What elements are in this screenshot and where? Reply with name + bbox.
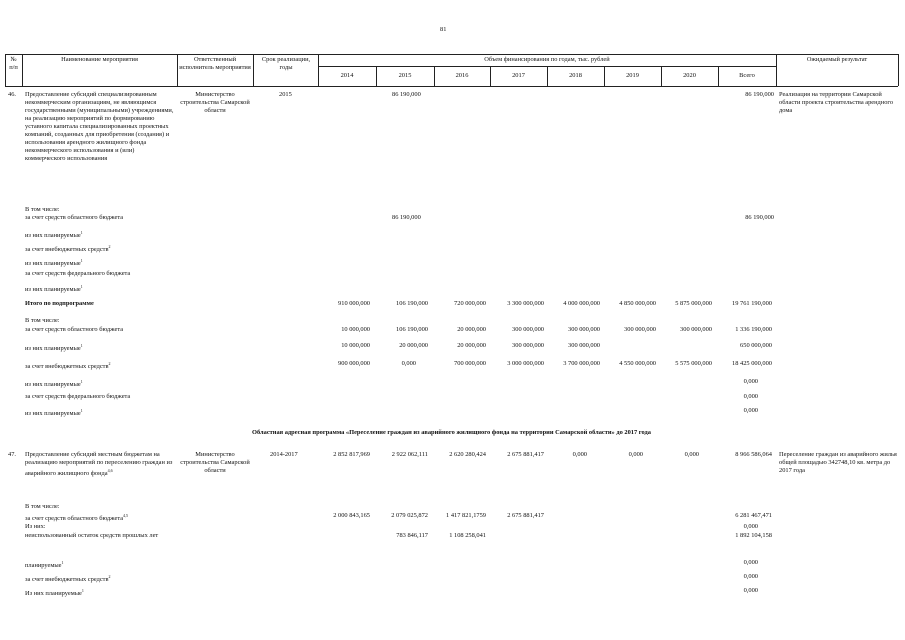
subtotal-planned2: из них планируемые$^1$ bbox=[25, 379, 83, 389]
item46-obl: за счет средств областного бюджета bbox=[25, 214, 124, 221]
subtotal-value: 4 000 000,000 bbox=[563, 300, 600, 307]
item46-result: Реализация на территории Самарской области проекта строительства арендного дома bbox=[779, 91, 894, 114]
header-term: Срок реализации, годы bbox=[261, 56, 311, 71]
item47-unused-total: 1 892 104,158 bbox=[735, 532, 772, 539]
subtotal-obl-total: 1 336 190,000 bbox=[735, 326, 772, 333]
subtotal-pl1-value: 300 000,000 bbox=[512, 342, 544, 349]
subtotal-vneb-value: 900 000,000 bbox=[338, 360, 370, 367]
subtotal-planned3: из них планируемые$^1$ bbox=[25, 408, 83, 418]
item47-term: 2014-2017 bbox=[270, 451, 298, 458]
header-year: 2018 bbox=[569, 72, 582, 79]
subtotal-pl1-value: 20 000,000 bbox=[457, 342, 486, 349]
subtotal-pl1-value: 10 000,000 bbox=[341, 342, 370, 349]
subtotal-vneb-value: 3 000 000,000 bbox=[507, 360, 544, 367]
item46-planned1: из них планируемые$^1$ bbox=[25, 230, 83, 240]
subtotal-planned1: из них планируемые$^1$ bbox=[25, 343, 83, 353]
item47-num: 47. bbox=[8, 451, 16, 458]
item47-value: 2 922 062,111 bbox=[391, 451, 428, 458]
subtotal-fed-total: 0,000 bbox=[743, 393, 758, 400]
page-number: 81 bbox=[440, 26, 447, 33]
header-year: 2019 bbox=[626, 72, 639, 79]
subtotal-pl1-value: 300 000,000 bbox=[568, 342, 600, 349]
item46-num: 46. bbox=[8, 91, 16, 98]
item47-obl-total: 6 281 467,471 bbox=[735, 512, 772, 519]
header-total: Всего bbox=[739, 72, 755, 79]
subtotal-total: 19 761 190,000 bbox=[732, 300, 772, 307]
item46-vneb: за счет внебюджетных средств$^2$ bbox=[25, 244, 111, 254]
item47-executor: Министерство строительства Самарской области bbox=[180, 451, 250, 474]
item46-total: 86 190,000 bbox=[745, 91, 774, 98]
subtotal-value: 3 300 000,000 bbox=[507, 300, 544, 307]
subtotal-obl-value: 300 000,000 bbox=[624, 326, 656, 333]
item47-unused-2015: 783 846,117 bbox=[396, 532, 428, 539]
item47-value: 0,000 bbox=[572, 451, 587, 458]
subtotal-value: 5 875 000,000 bbox=[675, 300, 712, 307]
subtotal-fed: за счет средств федерального бюджета bbox=[25, 393, 131, 400]
subtotal-incl: В том числе: bbox=[25, 317, 60, 324]
item47-value: 0,000 bbox=[684, 451, 699, 458]
subtotal-vneb-value: 700 000,000 bbox=[454, 360, 486, 367]
subtotal-vneb-value: 3 700 000,000 bbox=[563, 360, 600, 367]
item47-vneb-total: 0,000 bbox=[743, 573, 758, 580]
item46-incl: В том числе: bbox=[25, 206, 60, 213]
subtotal-vneb-total: 18 425 000,000 bbox=[732, 360, 772, 367]
header-executor: Ответственный исполнитель мероприятия bbox=[179, 56, 251, 71]
header-funding: Объем финансирования по годам, тыс. рублей bbox=[484, 56, 610, 63]
subtotal-pl2-total: 0,000 bbox=[743, 378, 758, 385]
item47-obl-value: 2 675 881,417 bbox=[507, 512, 544, 519]
item46-2015: 86 190,000 bbox=[392, 91, 421, 98]
item47-vneb: за счет внебюджетных средств$^2$ bbox=[25, 574, 111, 584]
item47-value: 2 675 881,417 bbox=[507, 451, 544, 458]
item47-planned2: Из них планируемые$^1$ bbox=[25, 588, 84, 598]
subtotal-value: 910 000,000 bbox=[338, 300, 370, 307]
item47-incl: В том числе: bbox=[25, 503, 60, 510]
subtotal-vneb-value: 4 550 000,000 bbox=[619, 360, 656, 367]
header-year: 2020 bbox=[683, 72, 696, 79]
subtotal-vneb-value: 5 575 000,000 bbox=[675, 360, 712, 367]
subtotal-pl1-value: 20 000,000 bbox=[399, 342, 428, 349]
subtotal-obl: за счет средств областного бюджета bbox=[25, 326, 124, 333]
subtotal-obl-value: 300 000,000 bbox=[680, 326, 712, 333]
subtotal-pl1-total: 650 000,000 bbox=[740, 342, 772, 349]
subtotal-value: 720 000,000 bbox=[454, 300, 486, 307]
item47-izn-total: 0,000 bbox=[743, 523, 758, 530]
subtotal-obl-value: 300 000,000 bbox=[512, 326, 544, 333]
item47-obl-value: 2 079 025,872 bbox=[391, 512, 428, 519]
item47-value: 2 852 817,969 bbox=[333, 451, 370, 458]
item46-name: Предоставление субсидий специализированным некоммерческим организациям, не являющимся государственными (муниципальными) учреждениями, на реализацию мероприятий по формированию уставного капитала специализированных проектных компаний, созданных для приобретения (создания) и использования арендного жилищного фонда некоммерческого использования и (или) коммерческого использования bbox=[25, 91, 174, 162]
item47-unused: неиспользованный остаток средств прошлых лет bbox=[25, 532, 159, 539]
item47-value: 0,000 bbox=[628, 451, 643, 458]
item47-result: Переселение граждан из аварийного жилья общей площадью 342748,10 кв. метра до 2017 года bbox=[779, 451, 897, 474]
item46-executor: Министерство строительства Самарской области bbox=[180, 91, 250, 114]
item47-planned: планируемые$^1$ bbox=[25, 560, 64, 570]
subtotal-obl-value: 106 190,000 bbox=[396, 326, 428, 333]
item47-izn: Из них: bbox=[25, 523, 46, 530]
subtotal-obl-value: 20 000,000 bbox=[457, 326, 486, 333]
item46-planned3: из них планируемые$^1$ bbox=[25, 284, 83, 294]
item47-total: 8 966 586,064 bbox=[735, 451, 772, 458]
header-year: 2014 bbox=[340, 72, 354, 79]
item46-obl-2015: 86 190,000 bbox=[392, 214, 421, 221]
header-result: Ожидаемый результат bbox=[806, 56, 868, 63]
header-bottom-line bbox=[5, 86, 898, 87]
item47-obl-value: 2 000 843,165 bbox=[333, 512, 370, 519]
item47-unused-2016: 1 108 258,041 bbox=[449, 532, 486, 539]
item46-term: 2015 bbox=[279, 91, 292, 98]
subtotal-vneb-value: 0,000 bbox=[401, 360, 416, 367]
item47-name: Предоставление субсидий местным бюджетам на реализацию мероприятий по переселению граждан из аварийного жилищного фонда$^{4,6}$ bbox=[25, 451, 173, 478]
item46-obl-total: 86 190,000 bbox=[745, 214, 774, 221]
item47-value: 2 620 280,424 bbox=[449, 451, 486, 458]
item47-obl: за счет средств областного бюджета$^{4,5}$ bbox=[25, 513, 129, 523]
header-year: 2017 bbox=[512, 72, 525, 79]
item47-obl-value: 1 417 821,1759 bbox=[446, 512, 486, 519]
header-name: Наименование мероприятия bbox=[61, 56, 138, 63]
header-num: № п/п bbox=[9, 56, 18, 71]
subtotal-value: 106 190,000 bbox=[396, 300, 428, 307]
header-year: 2015 bbox=[398, 72, 412, 79]
item47-planned-total: 0,000 bbox=[743, 559, 758, 566]
subtotal-value: 4 850 000,000 bbox=[619, 300, 656, 307]
item46-planned2: из них планируемые$^1$ bbox=[25, 258, 83, 268]
subtotal-label: Итого по подпрограмме bbox=[25, 300, 94, 307]
subtotal-obl-value: 300 000,000 bbox=[568, 326, 600, 333]
subtotal-pl3-total: 0,000 bbox=[743, 407, 758, 414]
header-top-line bbox=[5, 54, 898, 55]
section-title: Областная адресная программа «Переселение граждан из аварийного жилищного фонда на территории Самарской области» до 2017 года bbox=[252, 429, 651, 436]
item46-fed: за счет средств федерального бюджета bbox=[25, 270, 131, 277]
header-year: 2016 bbox=[455, 72, 469, 79]
subtotal-obl-value: 10 000,000 bbox=[341, 326, 370, 333]
item47-planned2-total: 0,000 bbox=[743, 587, 758, 594]
subtotal-vneb: за счет внебюджетных средств$^2$ bbox=[25, 361, 111, 371]
